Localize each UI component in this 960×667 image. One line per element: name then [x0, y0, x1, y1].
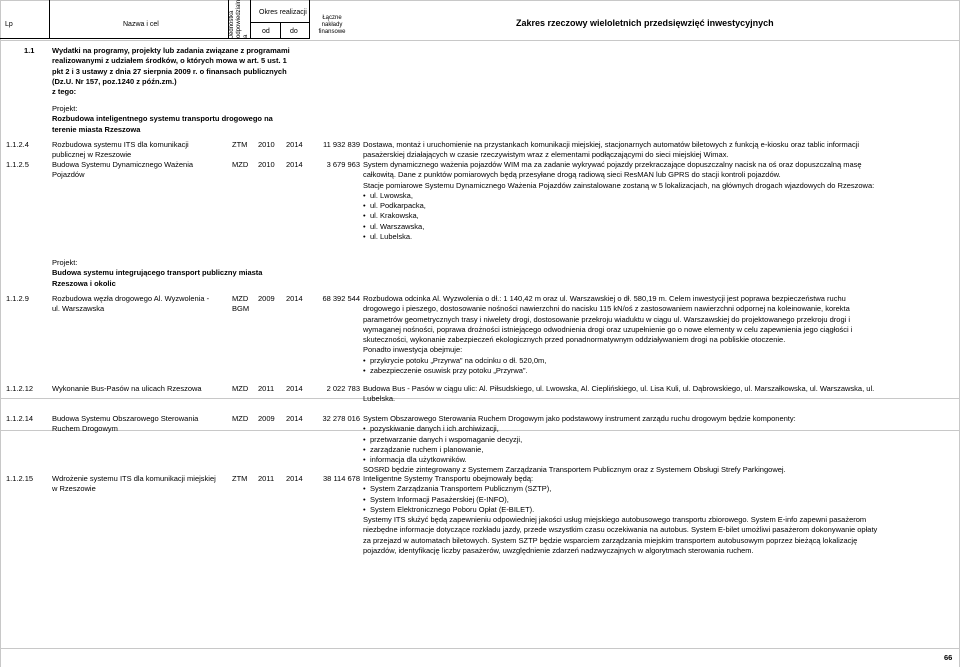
list-item: • ul. Lubelska.	[363, 232, 874, 242]
row-total: 68 392 544	[322, 294, 360, 303]
list-item: • zabezpieczenie osuwisk przy potoku „Przyrwa”.	[363, 366, 852, 376]
list-item: • przetwarzanie danych i wspomaganie decyzji,	[363, 435, 796, 445]
project-heading: Projekt: Rozbudowa inteligentnego systemu transportu drogowego na terenie miasta Rzeszowa	[52, 104, 273, 134]
row-to: 2014	[286, 294, 303, 303]
list-item: • System Informacji Pasażerskiej (E-INFO),	[363, 495, 877, 505]
row-name: Wdrożenie systemu ITS dla komunikacji miejskiej w Rzeszowie	[52, 474, 216, 494]
row-unit: MZD	[232, 414, 249, 423]
row-lp: 1.1.2.15	[6, 474, 34, 483]
column-header-name: Nazwa i cel	[123, 21, 159, 28]
row-description: Inteligentne Systemy Transportu obejmowały będą: • System Zarządzania Transportem Publicznym (SZTP), • System Informacji Pasażerskiej (E-INFO), • System Elektronicznego Poboru Opłat (E-BILET). Systemy ITS służyć będą zapewnieniu odpowiedniej jakości usług miejskiego autobusowego transportu zbiorowego. System E-info zapewni pasażerom niezbędne informacje dotyczące rozkładu jazdy, przede wszystkim czasu oczekiwania na autobus. System E-bilet umożliwi pasażerom dokonywanie opłaty za przejazd w automatach biletowych. System SZTP będzie wsparciem zarządzania miejskim transportem autobusowym poprzez bieżącą lokalizację pojazdów, identyfikację liczby pasażerów, uwzględnienie zdarzeń nadzwyczajnych w algorytmach sterowania ruchem.	[363, 474, 877, 556]
row-unit: ZTM	[232, 140, 248, 149]
row-unit: ZTM	[232, 474, 248, 483]
list-item: • ul. Krakowska,	[363, 211, 874, 221]
row-description: Rozbudowa odcinka Al. Wyzwolenia o dł.: 1 140,42 m oraz ul. Warszawskiej o dł. 580,19 m. Celem inwestycji jest poprawa bezpieczeństwa ruchu drogowego i pieszego, dostosowanie nośności nawierzchni do nacisku 115 kN/oś z zastosowaniem nawierzchni odpornej na koleinowanie, korekta parametrów geometrycznych trasy i niwelety drogi, dostosowanie przekroju wiaduktu w ciągu ul. Warszawskiej do projektowanego przekroju drogi i wymaganej nośności, poprawa drożności istniejącego odwodnienia drogi oraz uzupełnienie go o nowe elementy w celu zapewnienia jego ciągłości i skuteczności, wykonanie zabezpieczeń ekologicznych przed ponadnormatywnym oddziaływaniem drogi na pobliskie otoczenie. Ponadto inwestycja obejmuje: • przykrycie potoku „Przyrwa” na odcinku o dł. 520,0m, • zabezpieczenie osuwisk przy potoku „Przyrwa”.	[363, 294, 852, 376]
list-item: • pozyskiwanie danych i ich archiwizacji,	[363, 424, 796, 434]
row-name: Budowa Systemu Obszarowego Sterowania Ruchem Drogowym	[52, 414, 199, 434]
row-from: 2009	[258, 294, 275, 303]
list-item: • przykrycie potoku „Przyrwa” na odcinku o dł. 520,0m,	[363, 356, 852, 366]
row-from: 2010	[258, 140, 275, 149]
column-header-period: Okres realizacji	[259, 9, 307, 16]
row-description: System dynamicznego ważenia pojazdów WIM ma za zadanie wykrywać pojazdy przekraczające dopuszczalny nacisk na oś oraz dopuszczalną masę całkowitą. Dane z punktów pomiarowych będą przesyłane drogą radiową sieci ResMAN lub GPRS do stacji kontroli pojazdów. Stacje pomiarowe Systemu Dynamicznego Ważenia Pojazdów zainstalowane zostaną w 5 lokalizacjach, na głównych drogach wjazdowych do Rzeszowa: • ul. Lwowska, • ul. Podkarpacka, • ul. Krakowska, • ul. Warszawska, • ul. Lubelska.	[363, 160, 874, 242]
column-header-from: od	[262, 28, 270, 35]
row-description: Dostawa, montaż i uruchomienie na przystankach komunikacji miejskiej, stacjonarnych automatów biletowych z funkcją e-kiosku oraz tablic informacji pasażerskiej działających w czasie rzeczywistym wraz z elementami podłączającymi do sieci miejskiej Wimax.	[363, 140, 860, 160]
row-unit: MZD BGM	[232, 294, 250, 314]
row-lp: 1.1.2.12	[6, 384, 34, 393]
list-item: • zarządzanie ruchem i planowanie,	[363, 445, 796, 455]
column-header-total: Łączne nakłady finansowe	[318, 15, 346, 35]
project-heading: Projekt: Budowa systemu integrującego transport publiczny miasta Rzeszowa i okolic	[52, 258, 263, 288]
row-name: Budowa Systemu Dynamicznego Ważenia Pojazdów	[52, 160, 194, 180]
row-total: 2 022 783	[326, 384, 360, 393]
list-item: • ul. Podkarpacka,	[363, 201, 874, 211]
row-unit: MZD	[232, 160, 249, 169]
row-name: Wykonanie Bus-Pasów na ulicach Rzeszowa	[52, 384, 202, 393]
list-item: • System Elektronicznego Poboru Opłat (E-BILET).	[363, 505, 877, 515]
column-header-lp: Lp	[5, 21, 13, 28]
list-item: • System Zarządzania Transportem Publicznym (SZTP),	[363, 484, 877, 494]
section-number: 1.1	[24, 46, 35, 55]
row-name: Rozbudowa węzła drogowego Al. Wyzwolenia - ul. Warszawska	[52, 294, 210, 314]
row-lp: 1.1.2.4	[6, 140, 29, 149]
column-header-to: do	[290, 28, 298, 35]
row-description: System Obszarowego Sterowania Ruchem Drogowym jako podstawowy instrument zarządu ruchu drogowym będzie komponenty: • pozyskiwanie danych i ich archiwizacji, • przetwarzanie danych i wspomaganie decyzji, • zarządzanie ruchem i planowanie, • informacja dla użytkowników. SOSRD będzie zintegrowany z Systemem Zarządzania Transportem Publicznym oraz z Systemem Obsługi Strefy Parkingowej.	[363, 414, 796, 476]
row-total: 32 278 016	[322, 414, 360, 423]
row-to: 2014	[286, 414, 303, 423]
row-from: 2009	[258, 414, 275, 423]
page-number: 66	[944, 653, 953, 662]
row-lp: 1.1.2.14	[6, 414, 34, 423]
row-to: 2014	[286, 140, 303, 149]
list-item: • ul. Lwowska,	[363, 191, 874, 201]
row-to: 2014	[286, 474, 303, 483]
column-header-scope: Zakres rzeczowy wieloletnich przedsięwzięć inwestycyjnych	[516, 18, 774, 28]
list-item: • ul. Warszawska,	[363, 222, 874, 232]
row-lp: 1.1.2.9	[6, 294, 29, 303]
row-total: 11 932 839	[323, 140, 360, 149]
row-from: 2011	[258, 384, 275, 393]
row-to: 2014	[286, 384, 303, 393]
row-total: 38 114 678	[323, 474, 360, 483]
row-total: 3 679 963	[326, 160, 360, 169]
row-from: 2010	[258, 160, 275, 169]
row-to: 2014	[286, 160, 303, 169]
list-item: • informacja dla użytkowników.	[363, 455, 796, 465]
row-unit: MZD	[232, 384, 249, 393]
section-title: Wydatki na programy, projekty lub zadania związane z programami realizowanymi z udziałem środków, o których mowa w art. 5 ust. 1 pkt 2 i 3 ustawy z dnia 27 sierpnia 2009 r. o finansach publicznych (Dz.U. Nr 157, poz.1240 z późn.zm.) z tego:	[52, 46, 290, 97]
row-name: Rozbudowa systemu ITS dla komunikacji publicznej w Rzeszowie	[52, 140, 189, 160]
row-from: 2011	[258, 474, 275, 483]
row-lp: 1.1.2.5	[6, 160, 29, 169]
row-description: Budowa Bus - Pasów w ciągu ulic: Al. Piłsudskiego, ul. Lwowska, Al. Cieplińskiego, ul. Lisa Kuli, ul. Dąbrowskiego, ul. Marszałkowska, ul. Warszawska, ul. Lubelska.	[363, 384, 875, 404]
column-header-unit: Jednostka odpowiedzialn a	[229, 0, 249, 38]
